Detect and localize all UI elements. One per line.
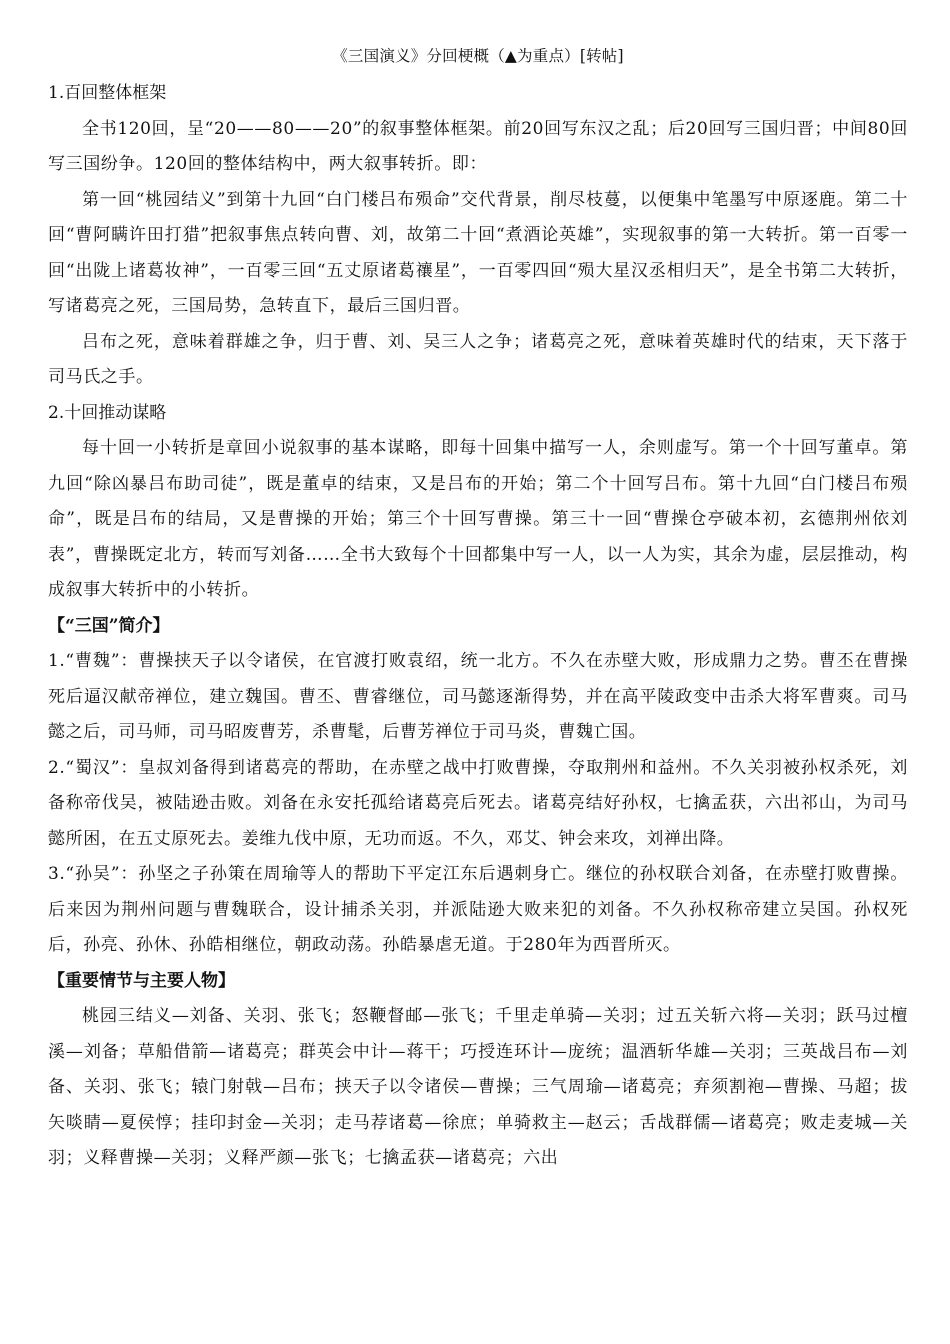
- document-page: [48, 46, 908, 1177]
- paragraph: 3.“孙吴”：孙坚之子孙策在周瑜等人的帮助下平定江东后遇刺身亡。继位的孙权联合刘备，在赤壁打败曹操。后来因为荆州问题与曹魏联合，设计捕杀关羽，并派陆逊大败来犯的刘备。不久孙权称帝建立吴国。孙权死后，孙亮、孙休、孙皓相继位，朝政动荡。孙皓暴虐无道。于280年为西晋所灭。: [48, 864, 908, 955]
- section-ten-chapter-strategy: [48, 396, 908, 609]
- paragraph: 1.“曹魏”：曹操挟天子以令诸侯，在官渡打败袁绍，统一北方。不久在赤壁大败，形成鼎力之势。曹丕在曹操死后逼汉献帝禅位，建立魏国。曹丕、曹睿继位，司马懿逐渐得势，并在高平陵政变中击杀大将军曹爽。司马懿之后，司马师，司马昭废曹芳，杀曹髦，后曹芳禅位于司马炎，曹魏亡国。: [48, 651, 908, 742]
- paragraph: 第一回“桃园结义”到第十九回“白门楼吕布殒命”交代背景，削尽枝蔓，以便集中笔墨写中原逐鹿。第二十回“曹阿瞒许田打猎”把叙事焦点转向曹、刘，故第二十回“煮酒论英雄”，实现叙事的第一大转折。第一百零一回“出陇上诸葛妆神”，一百零三回“五丈原诸葛禳星”，一百零四回“殒大星汉丞相归天”，是全书第二大转折，写诸葛亮之死，三国局势，急转直下，最后三国归晋。: [48, 189, 908, 316]
- section-heading: 【“三国”简介】: [48, 615, 170, 636]
- paragraph: 桃园三结义—刘备、关羽、张飞；怒鞭督邮—张飞；千里走单骑—关羽；过五关斩六将—关羽；跃马过檀溪—刘备；草船借箭—诸葛亮；群英会中计—蒋干；巧授连环计—庞统；温酒斩华雄—关羽；三英战吕布—刘备、关羽、张飞；辕门射戟—吕布；挟天子以令诸侯—曹操；三气周瑜—诸葛亮；弃须割袍—曹操、马超；拔矢啖睛—夏侯惇；挂印封金—关羽；走马荐诸葛—徐庶；单骑救主—赵云；舌战群儒—诸葛亮；败走麦城—关羽；义释曹操—关羽；义释严颜—张飞；七擒孟获—诸葛亮；六出: [48, 1006, 908, 1168]
- section-three-kingdoms-intro: [48, 609, 908, 964]
- section-heading: 2.十回推动谋略: [48, 402, 167, 423]
- document-title: 《三国演义》分回梗概（▲为重点）[转帖]: [332, 47, 624, 65]
- paragraph: 每十回一小转折是章回小说叙事的基本谋略，即每十回集中描写一人，余则虚写。第一个十回写董卓。第九回“除凶暴吕布助司徒”，既是董卓的结束，又是吕布的开始；第二个十回写吕布。第十九回“白门楼吕布殒命”，既是吕布的结局，又是曹操的开始；第三个十回写曹操。第三十一回“曹操仓亭破本初，玄德荆州依刘表”，曹操既定北方，转而写刘备……全书大致每个十回都集中写一人，以一人为实，其余为虚，层层推动，构成叙事大转折中的小转折。: [48, 438, 908, 600]
- section-heading: 【重要情节与主要人物】: [48, 970, 235, 991]
- section-key-plots-characters: [48, 964, 908, 1177]
- paragraph: 全书120回，呈“20——80——20”的叙事整体框架。前20回写东汉之乱；后20回写三国归晋；中间80回写三国纷争。120回的整体结构中，两大叙事转折。即：: [48, 118, 908, 174]
- section-heading: 1.百回整体框架: [48, 83, 167, 103]
- paragraph: 2.“蜀汉”：皇叔刘备得到诸葛亮的帮助，在赤壁之战中打败曹操，夺取荆州和益州。不久关羽被孙权杀死，刘备称帝伐吴，被陆逊击败。刘备在永安托孤给诸葛亮后死去。诸葛亮结好孙权，七擒孟获，六出祁山，为司马懿所困，在五丈原死去。姜维九伐中原，无功而返。不久，邓艾、钟会来攻，刘禅出降。: [48, 757, 908, 849]
- section-overall-framework: [48, 76, 908, 396]
- paragraph: 吕布之死，意味着群雄之争，归于曹、刘、吴三人之争；诸葛亮之死，意味着英雄时代的结束，天下落于司马氏之手。: [48, 331, 908, 387]
